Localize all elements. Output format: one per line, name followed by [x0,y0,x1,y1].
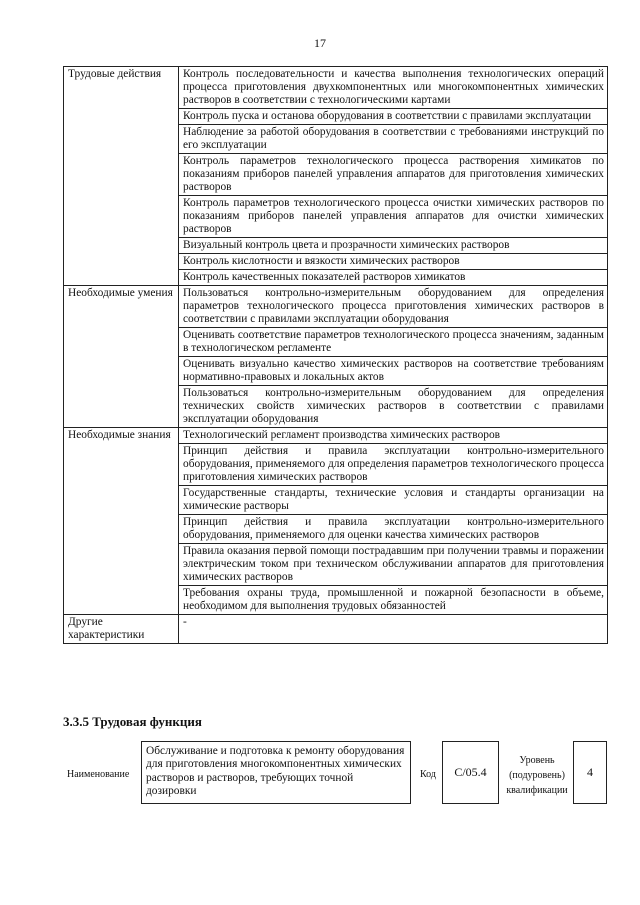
row-item-text: Контроль параметров технологического процесса очистки химических растворов по показаниям приборов панелей управления аппаратов для очистки химических растворов [179,196,608,238]
qualification-level-label: Уровень (подуровень) квалификации [506,755,568,796]
function-code-value: С/05.4 [442,741,499,804]
row-item-text: Наблюдение за работой оборудования в соответствии с требованиями инструкций по его эксплуатации [179,125,608,154]
row-item-text: Пользоваться контрольно-измерительным оборудованием для определения технических свойств химических растворов в соответствии с правилами эксплуатации оборудования [179,386,608,428]
function-name-label: Наименование [67,769,130,780]
table-row [64,67,608,109]
row-item-text: Оценивать соответствие параметров технологического процесса значениям, заданным в технологическом регламенте [179,328,608,357]
row-category-label: Другие характеристики [64,615,179,644]
table-row [64,615,608,644]
row-item-text: Требования охраны труда, промышленной и пожарной безопасности в объеме, необходимом для выполнения трудовых обязанностей [179,586,608,615]
row-category-label: Трудовые действия [64,67,179,286]
row-item-text: Правила оказания первой помощи пострадавшим при получении травмы и поражении электрическим током при техническом обслуживании аппаратов для приготовления химических растворов [179,544,608,586]
qualification-level-value: 4 [573,741,607,804]
row-item-text: Контроль параметров технологического процесса растворения химикатов по показаниям приборов панелей управления аппаратов для приготовления химических растворов [179,154,608,196]
function-code-label: Код [420,769,436,780]
row-item-text: Контроль качественных показателей растворов химикатов [179,270,608,286]
row-category-label: Необходимые умения [64,286,179,428]
page-number: 17 [314,36,326,50]
function-name-value: Обслуживание и подготовка к ремонту оборудования для приготовления многокомпонентных химических растворов и растворов, требующих точной дозировки [141,741,411,804]
row-item-text: Оценивать визуально качество химических растворов на соответствие требованиям нормативно-правовых и локальных актов [179,357,608,386]
section-heading: 3.3.5 Трудовая функция [63,714,202,729]
row-item-text: Принцип действия и правила эксплуатации контрольно-измерительного оборудования, применяемого для определения параметров технологического процесса приготовления химических растворов [179,444,608,486]
row-item-text: Контроль последовательности и качества выполнения технологических операций процесса приготовления двухкомпонентных или многокомпонентных химических растворов в соответствии с технологическими картами [179,67,608,109]
row-item-text: Принцип действия и правила эксплуатации контрольно-измерительного оборудования, применяемого для оценки качества химических растворов [179,515,608,544]
table-row [64,428,608,444]
row-item-text: Пользоваться контрольно-измерительным оборудованием для определения параметров технологического процесса приготовления химических растворов в соответствии с правилами эксплуатации оборудования [179,286,608,328]
table-row [64,286,608,328]
labor-function-table [63,66,608,644]
row-category-label: Необходимые знания [64,428,179,615]
row-item-text: Контроль пуска и останова оборудования в соответствии с правилами эксплуатации [179,109,608,125]
row-item-text: Визуальный контроль цвета и прозрачности химических растворов [179,238,608,254]
table-body [64,67,608,644]
row-item-text: Технологический регламент производства химических растворов [179,428,608,444]
row-item-text: Государственные стандарты, технические условия и стандарты организации на химические растворы [179,486,608,515]
row-item-text: Контроль кислотности и вязкости химических растворов [179,254,608,270]
row-item-text: - [179,615,608,644]
